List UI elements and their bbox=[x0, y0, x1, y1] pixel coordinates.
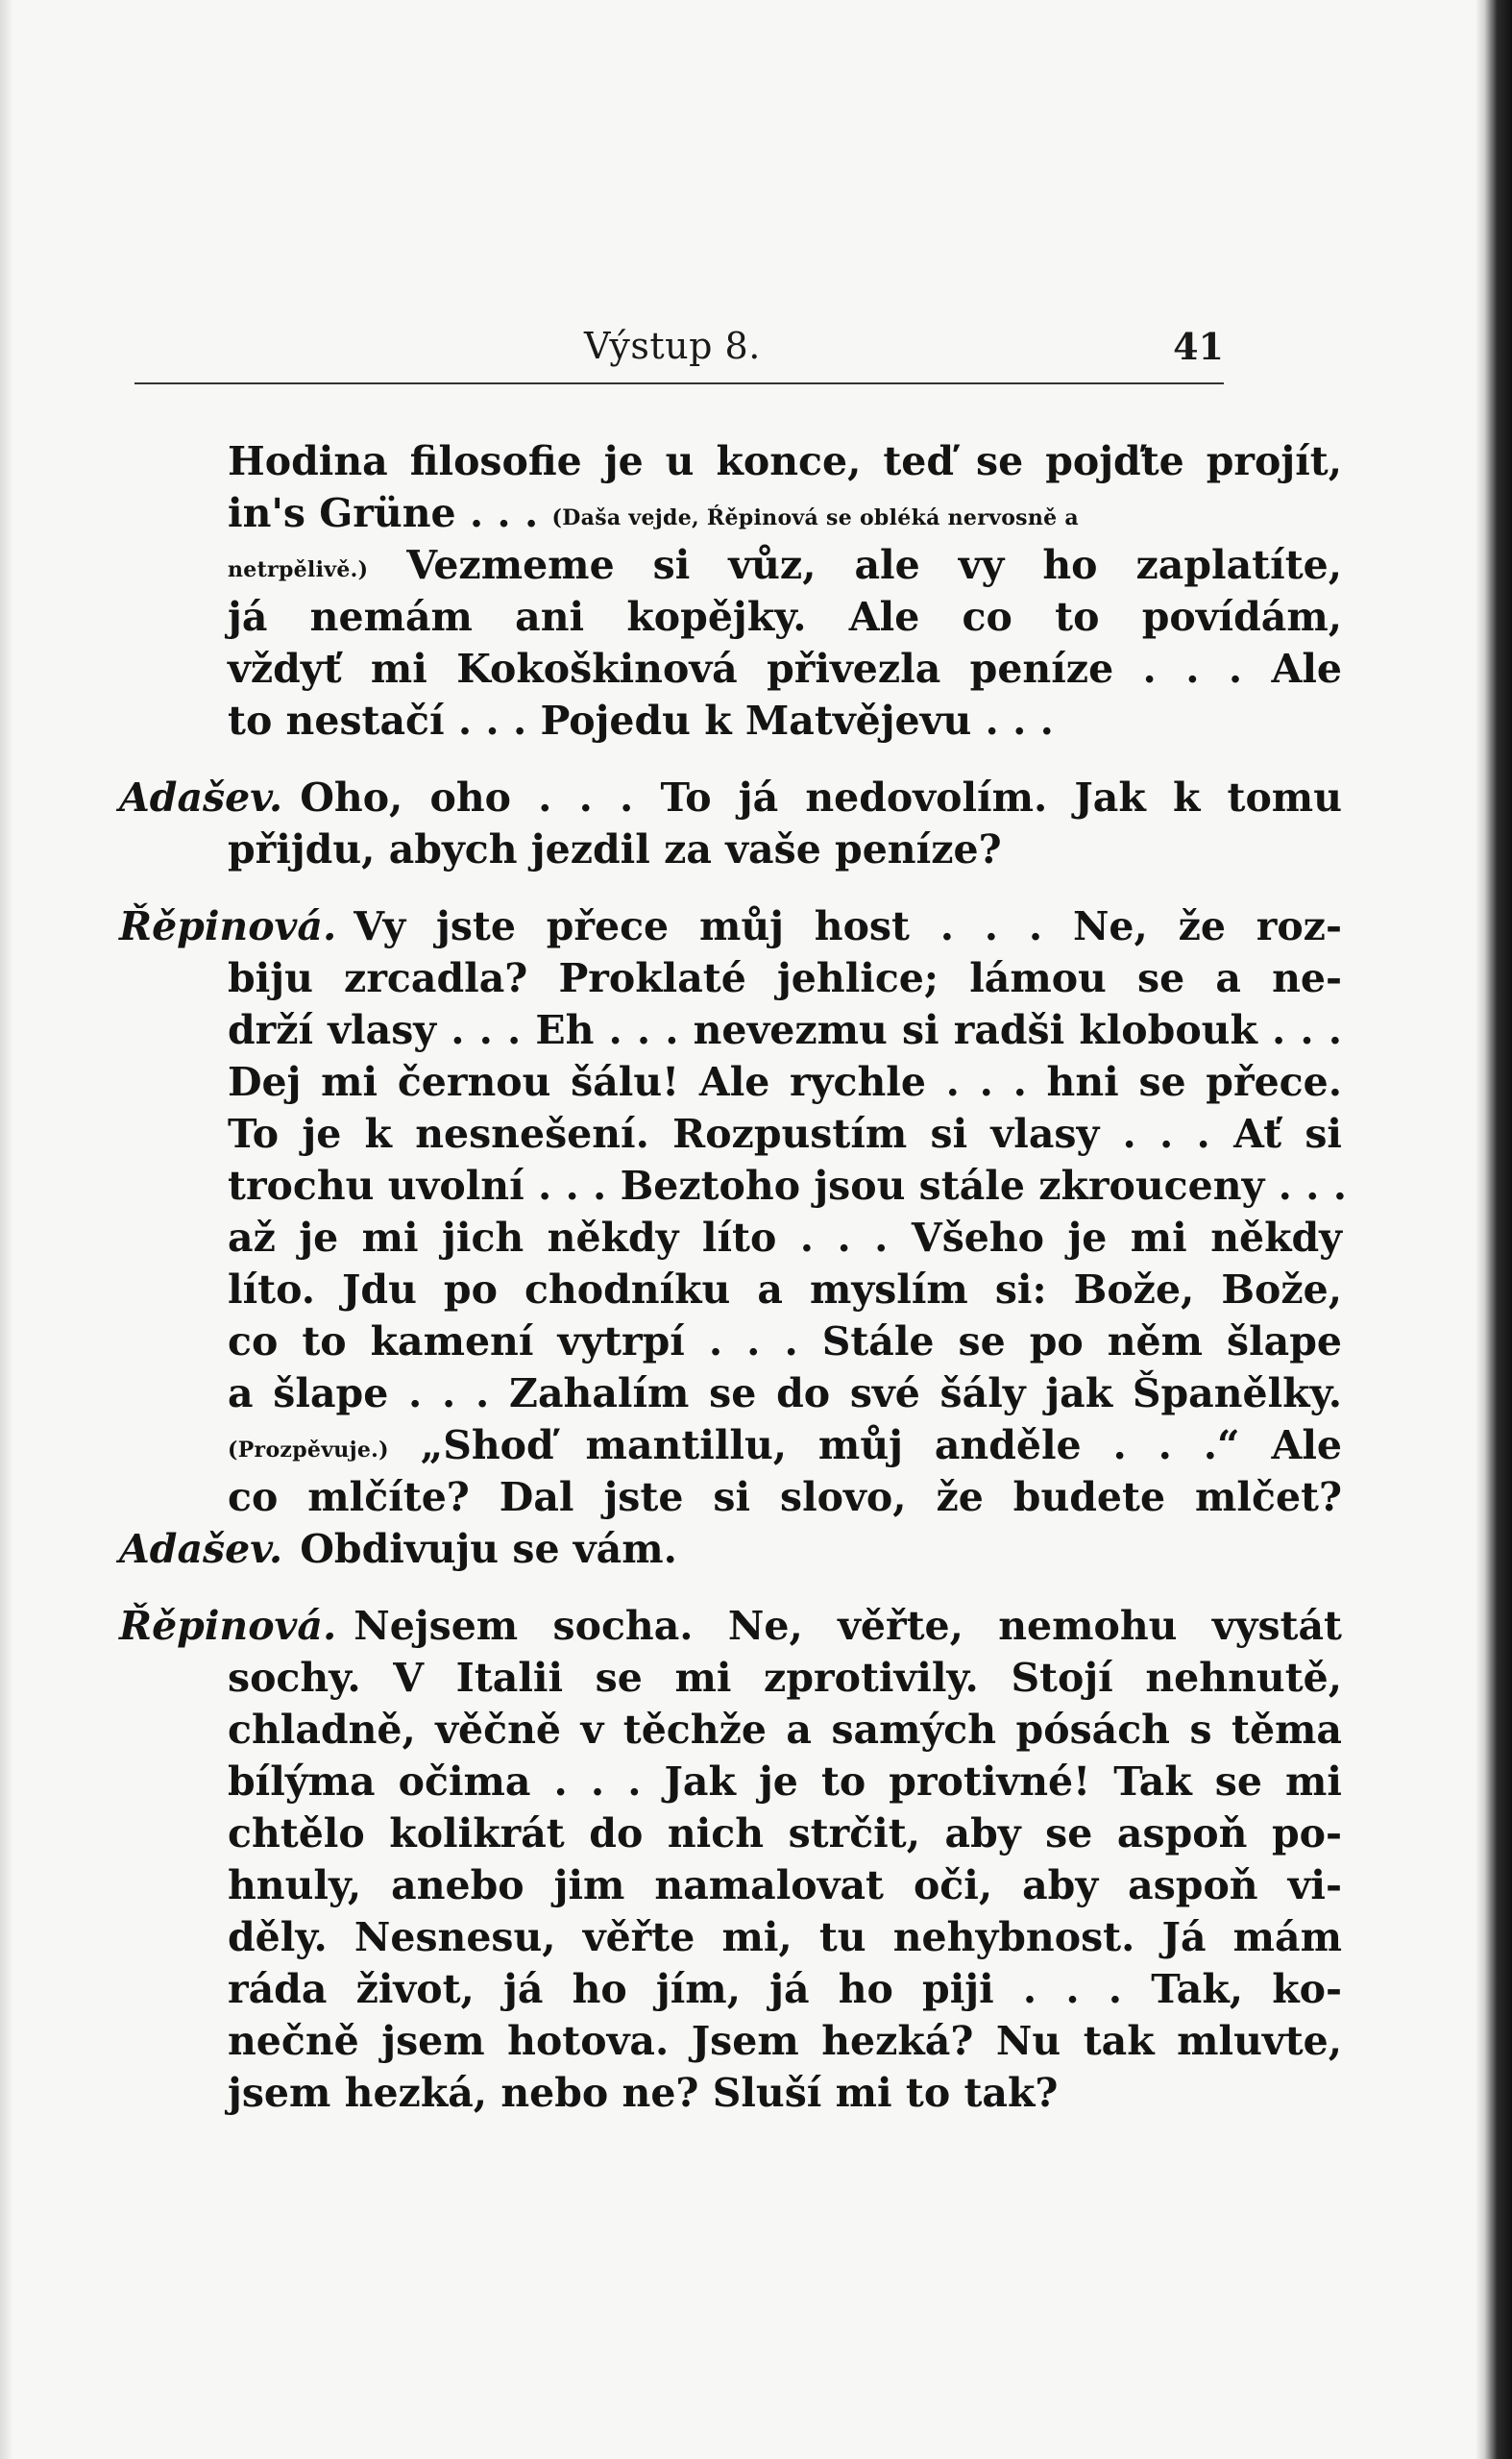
page-gutter-shadow bbox=[0, 0, 13, 2459]
text-line: co mlčíte? Dal jste si slovo, že budete mlčet? bbox=[228, 1474, 1342, 1520]
speech-line: Řěpinová. Nejsem socha. Ne, věřte, nemohu vystát bbox=[119, 1603, 1342, 1649]
speaker-name: Řěpinová. bbox=[119, 903, 337, 949]
speaker-name: Řěpinová. bbox=[119, 1603, 337, 1649]
text-line: to nestačí . . . Pojedu k Matvějevu . . . bbox=[228, 698, 1054, 744]
text-line: co to kamení vytrpí . . . Stále se po něm šlape bbox=[228, 1318, 1342, 1365]
page-edge-shadow bbox=[1475, 0, 1512, 2459]
text-line: drží vlasy . . . Eh . . . nevezmu si radši klobouk . . . bbox=[228, 1007, 1342, 1053]
text-line: nečně jsem hotova. Jsem hezká? Nu tak mluvte, bbox=[228, 2018, 1342, 2064]
header-rule bbox=[134, 382, 1224, 384]
text-line: hnuly, anebo jim namalovat oči, aby aspoň vi- bbox=[228, 1862, 1342, 1908]
stage-direction: netrpělivě.) bbox=[228, 557, 369, 582]
text-line: biju zrcadla? Proklaté jehlice; lámou se a ne- bbox=[228, 955, 1342, 1001]
text-line: trochu uvolní . . . Beztoho jsou stále zkrouceny . . . bbox=[228, 1163, 1347, 1209]
speaker-name: Adašev. bbox=[119, 775, 283, 821]
text-line: To je k nesnešení. Rozpustím si vlasy . . . Ať si bbox=[228, 1111, 1342, 1157]
text-line: vždyť mi Kokoškinová přivezla peníze . . . Ale bbox=[228, 646, 1342, 692]
stage-direction: (Prozpěvuje.) bbox=[228, 1438, 389, 1463]
text-line: až je mi jich někdy líto . . . Všeho je mi někdy bbox=[228, 1215, 1342, 1261]
text-line: bílýma očima . . . Jak je to protivné! Tak se mi bbox=[228, 1758, 1342, 1805]
speech-line: Adašev. Oho, oho . . . To já nedovolím. Jak k tomu bbox=[119, 775, 1342, 821]
page-number: 41 bbox=[1173, 325, 1224, 368]
text-line: děly. Nesnesu, věřte mi, tu nehybnost. Já mám bbox=[228, 1914, 1342, 1960]
text-line: líto. Jdu po chodníku a myslím si: Bože, Bože, bbox=[228, 1266, 1342, 1313]
text-line: a šlape . . . Zahalím se do své šály jak Španělky. bbox=[228, 1370, 1342, 1416]
text-line: (Prozpěvuje.) „Shoď mantillu, můj anděle . . .“ Ale bbox=[228, 1422, 1342, 1468]
text-line: chladně, věčně v těchže a samých pósách s těma bbox=[228, 1707, 1342, 1753]
running-title: Výstup 8. bbox=[584, 325, 761, 367]
text-line: já nemám ani kopějky. Ale co to povídám, bbox=[228, 594, 1342, 640]
text-line: jsem hezká, nebo ne? Sluší mi to tak? bbox=[228, 2070, 1059, 2116]
text-line: ráda život, já ho jím, já ho piji . . . Tak, ko- bbox=[228, 1966, 1342, 2012]
text-line: netrpělivě.) Vezmeme si vůz, ale vy ho zaplatíte, bbox=[228, 542, 1342, 588]
text-line: Dej mi černou šálu! Ale rychle . . . hni se přece. bbox=[228, 1059, 1342, 1105]
text-line: chtělo kolikrát do nich strčit, aby se aspoň po- bbox=[228, 1810, 1342, 1857]
text-line: in's Grüne . . . (Daša vejde, Ŕěpinová se obléká nervosně a bbox=[228, 490, 1079, 536]
text-line: Hodina filosofie je u konce, teď se pojďte projít, bbox=[228, 438, 1342, 484]
stage-direction: (Daša vejde, Ŕěpinová se obléká nervosně a bbox=[551, 505, 1079, 530]
text-line: přijdu, abych jezdil za vaše peníze? bbox=[228, 826, 1002, 873]
running-header bbox=[134, 325, 1224, 373]
speech-line: Řěpinová. Vy jste přece můj host . . . Ne, že roz- bbox=[119, 903, 1342, 949]
speaker-name: Adašev. bbox=[119, 1526, 283, 1572]
text-line: sochy. V Italii se mi zprotivily. Stojí nehnutě, bbox=[228, 1655, 1342, 1701]
speech-line: Adašev. Obdivuju se vám. bbox=[119, 1526, 677, 1572]
